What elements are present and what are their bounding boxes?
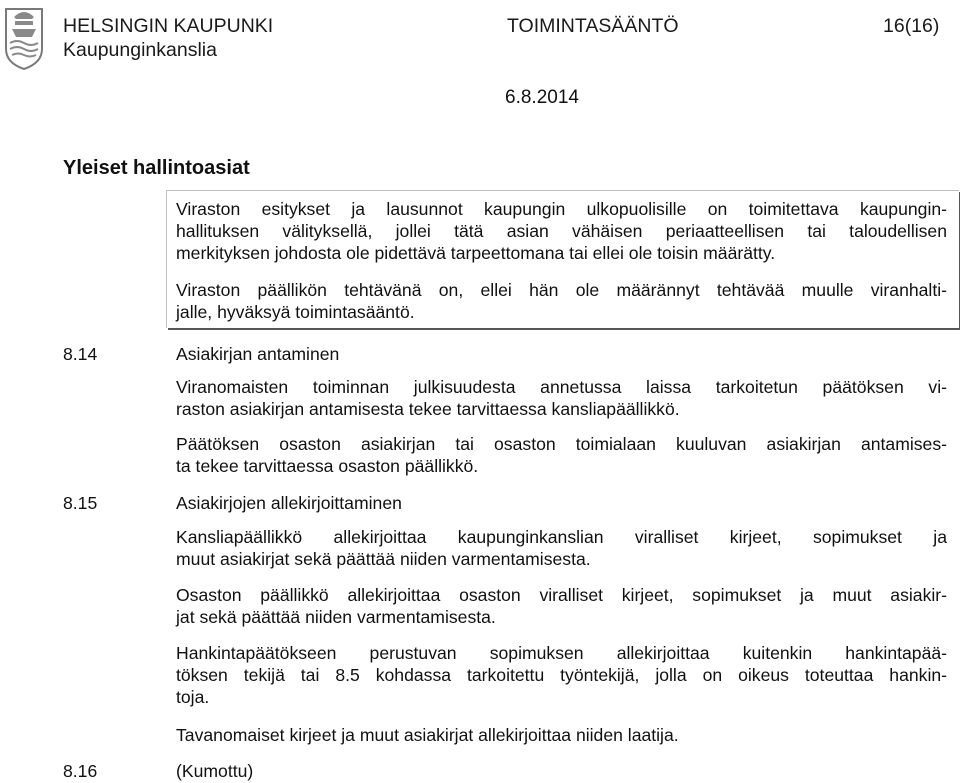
text-line: Kansliapäällikkö allekirjoittaa kaupunginkanslian viralliset kirjeet, sopimukset ja	[176, 527, 947, 547]
text-line: jat sekä päättää niiden varmentamisesta.	[176, 607, 496, 627]
header-date: 6.8.2014	[505, 87, 579, 108]
text-line: Viraston päällikön tehtävänä on, ellei hän ole määrännyt tehtävää muulle viranhalti-	[176, 280, 947, 300]
text-line: Tavanomaiset kirjeet ja muut asiakirjat allekirjoittaa niiden laatija.	[176, 725, 679, 745]
paragraph	[176, 724, 947, 746]
text-line: Hankintapäätökseen perustuvan sopimuksen allekirjoittaa kuitenkin hankintapää-	[176, 643, 947, 663]
text-line: jalle, hyväksyä toimintasääntö.	[176, 302, 415, 322]
text-line: raston asiakirjan antamisesta tekee tarvittaessa kansliapäällikkö.	[176, 399, 680, 419]
paragraph	[176, 433, 947, 477]
section-number: 8.15	[63, 493, 98, 513]
text-line: Päätöksen osaston asiakirjan tai osaston toimialaan kuuluvan asiakirjan antamises-	[176, 434, 947, 454]
text-line: hallituksen välityksellä, jollei tätä asian vähäisen periaatteellisen tai taloudellisen	[176, 221, 947, 241]
section-heading: Asiakirjojen allekirjoittaminen	[176, 493, 402, 513]
text-line: toja.	[176, 687, 210, 707]
text-line: Viranomaisten toiminnan julkisuudesta annetussa laissa tarkoitetun päätöksen vi-	[176, 377, 947, 397]
paragraph	[176, 584, 947, 628]
paragraph	[176, 376, 947, 420]
boxed-paragraph-2	[176, 279, 947, 323]
header-page-number: 16(16)	[883, 15, 940, 37]
text-line: Osaston päällikkö allekirjoittaa osaston viralliset kirjeet, sopimukset ja muut asiakir-	[176, 585, 947, 605]
section-title: Yleiset hallintoasiat	[63, 157, 250, 179]
text-line: merkityksen johdosta ole pidettävä tarpeettomana tai ellei ole toisin määrätty.	[176, 243, 776, 263]
boxed-paragraph-1	[176, 198, 947, 264]
text-line: töksen tekijä tai 8.5 kohdassa tarkoitettu työntekijä, jolla on oikeus toteuttaa hankin-	[176, 665, 947, 685]
paragraph	[176, 526, 947, 570]
paragraph	[176, 642, 947, 708]
header-department: Kaupunginkanslia	[63, 39, 217, 61]
text-line: Viraston esitykset ja lausunnot kaupungin ulkopuolisille on toimitettava kaupungin-	[176, 199, 947, 219]
section-number: 8.16	[63, 761, 98, 781]
city-crest-logo	[4, 3, 44, 71]
text-line: ta tekee tarvittaessa osaston päällikkö.	[176, 456, 479, 476]
header-organization: HELSINGIN KAUPUNKI	[63, 15, 274, 37]
section-heading: Asiakirjan antaminen	[176, 344, 340, 364]
header-doc-type: TOIMINTASÄÄNTÖ	[507, 15, 679, 37]
section-number: 8.14	[63, 344, 98, 364]
section-heading: (Kumottu)	[176, 761, 254, 781]
text-line: muut asiakirjat sekä päättää niiden varmentamisesta.	[176, 549, 591, 569]
